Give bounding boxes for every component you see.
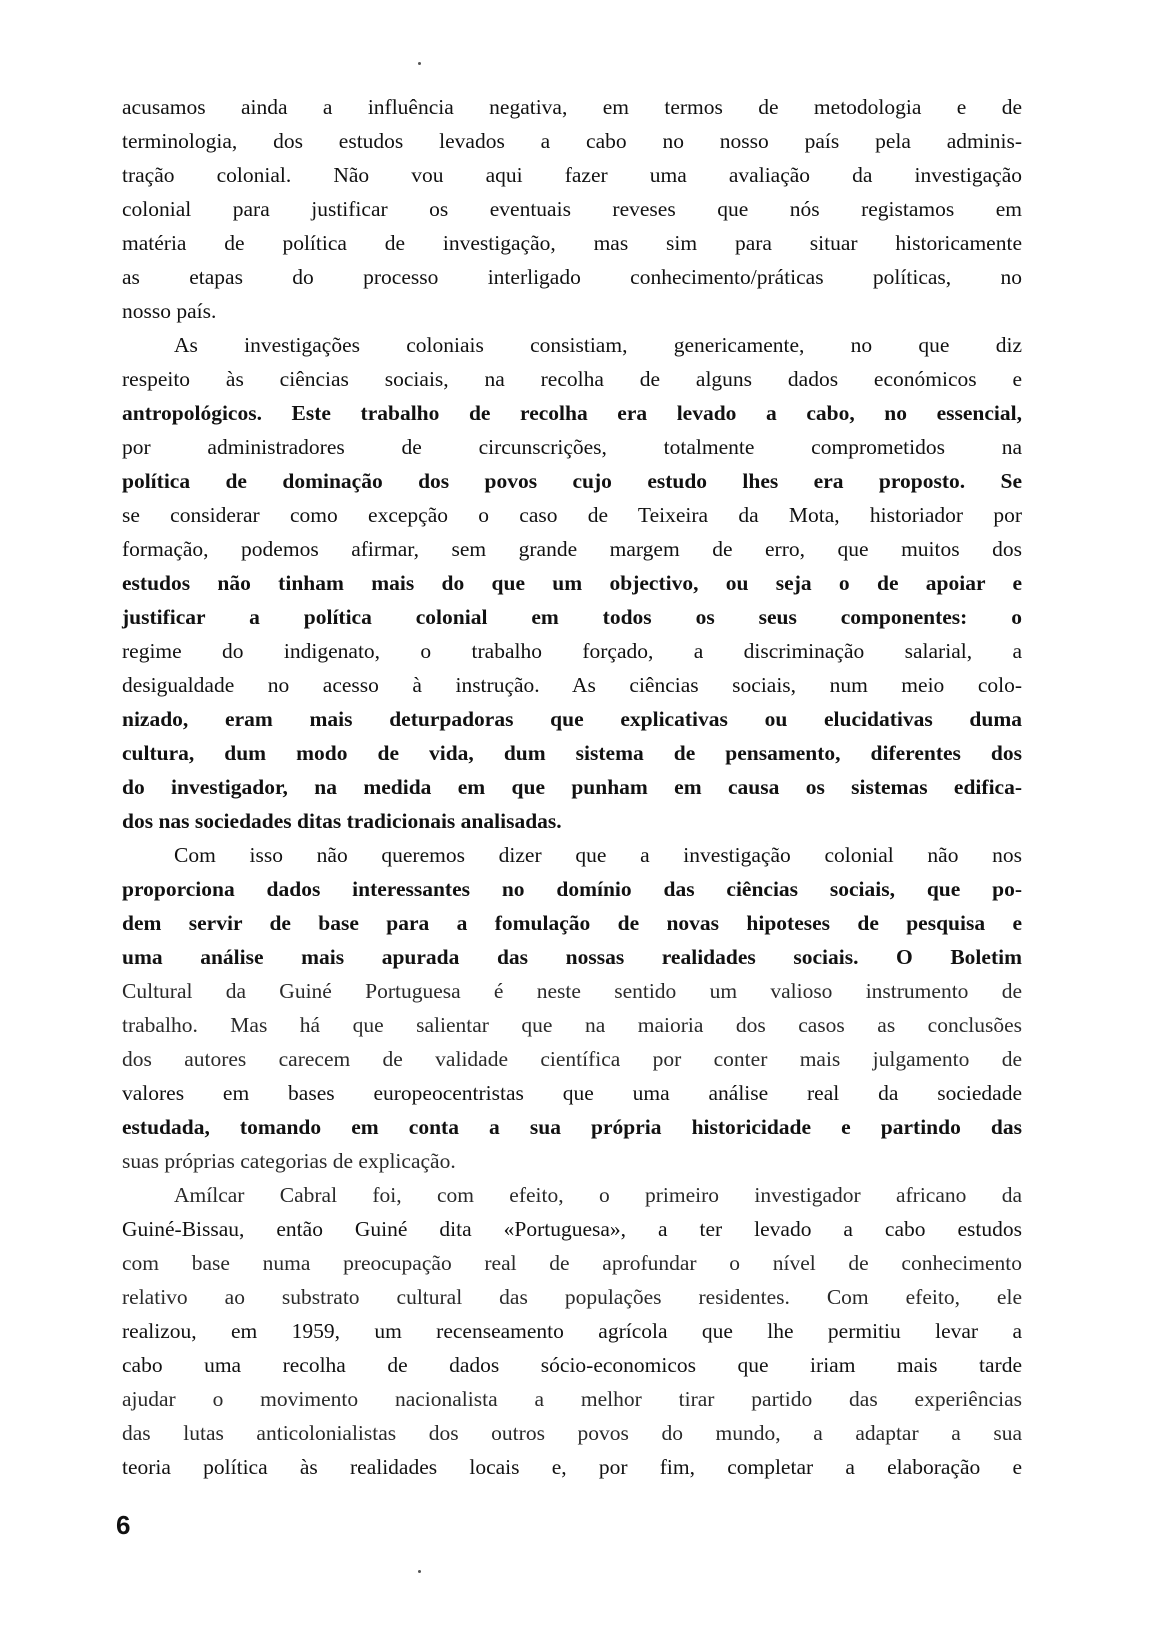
text-line: cultura, dum modo de vida, dum sistema de pensamento, diferentes dos: [122, 741, 1022, 765]
text-line: regime do indigenato, o trabalho forçado, a discriminação salarial, a: [122, 639, 1022, 663]
text-line: Cultural da Guiné Portuguesa é neste sentido um valioso instrumento de: [122, 979, 1022, 1003]
text-line: das lutas anticolonialistas dos outros povos do mundo, a adaptar a sua: [122, 1421, 1022, 1445]
text-line: proporciona dados interessantes no domínio das ciências sociais, que po-: [122, 877, 1022, 901]
text-line: Amílcar Cabral foi, com efeito, o primeiro investigador africano da: [174, 1183, 1022, 1207]
body-text: [122, 90, 1022, 1484]
text-line: teoria política às realidades locais e, por fim, completar a elaboração e: [122, 1455, 1022, 1479]
text-line: trabalho. Mas há que salientar que na maioria dos casos as conclusões: [122, 1013, 1022, 1037]
text-line: política de dominação dos povos cujo estudo lhes era proposto. Se: [122, 469, 1022, 493]
text-line: As investigações coloniais consistiam, genericamente, no que diz: [174, 333, 1022, 357]
scan-speck: [418, 1570, 421, 1573]
text-line: por administradores de circunscrições, totalmente comprometidos na: [122, 435, 1022, 459]
text-line: suas próprias categorias de explicação.: [122, 1149, 456, 1173]
text-line: dem servir de base para a fomulação de novas hipoteses de pesquisa e: [122, 911, 1022, 935]
text-line: antropológicos. Este trabalho de recolha era levado a cabo, no essencial,: [122, 401, 1022, 425]
text-line: acusamos ainda a influência negativa, em termos de metodologia e de: [122, 95, 1022, 119]
text-line: justificar a política colonial em todos os seus componentes: o: [122, 605, 1022, 629]
text-line: cabo uma recolha de dados sócio-economicos que iriam mais tarde: [122, 1353, 1022, 1377]
text-line: com base numa preocupação real de aprofundar o nível de conhecimento: [122, 1251, 1022, 1275]
text-line: as etapas do processo interligado conhecimento/práticas políticas, no: [122, 265, 1022, 289]
text-line: matéria de política de investigação, mas sim para situar historicamente: [122, 231, 1022, 255]
text-line: Com isso não queremos dizer que a investigação colonial não nos: [174, 843, 1022, 867]
text-line: uma análise mais apurada das nossas realidades sociais. O Boletim: [122, 945, 1022, 969]
page-number: 6: [116, 1510, 131, 1540]
text-line: ajudar o movimento nacionalista a melhor tirar partido das experiências: [122, 1387, 1022, 1411]
text-line: respeito às ciências sociais, na recolha de alguns dados económicos e: [122, 367, 1022, 391]
text-line: se considerar como excepção o caso de Teixeira da Mota, historiador por: [122, 503, 1022, 527]
text-line: Guiné-Bissau, então Guiné dita «Portuguesa», a ter levado a cabo estudos: [122, 1217, 1022, 1241]
text-line: formação, podemos afirmar, sem grande margem de erro, que muitos dos: [122, 537, 1022, 561]
text-line: relativo ao substrato cultural das populações residentes. Com efeito, ele: [122, 1285, 1022, 1309]
text-line: estudada, tomando em conta a sua própria historicidade e partindo das: [122, 1115, 1022, 1139]
scan-speck: [418, 62, 421, 65]
text-line: nizado, eram mais deturpadoras que explicativas ou elucidativas duma: [122, 707, 1022, 731]
text-line: terminologia, dos estudos levados a cabo no nosso país pela adminis-: [122, 129, 1022, 153]
text-line: dos nas sociedades ditas tradicionais analisadas.: [122, 809, 562, 833]
text-line: valores em bases europeocentristas que uma análise real da sociedade: [122, 1081, 1022, 1105]
text-line: realizou, em 1959, um recenseamento agrícola que lhe permitiu levar a: [122, 1319, 1022, 1343]
text-line: do investigador, na medida em que punham em causa os sistemas edifica-: [122, 775, 1022, 799]
text-line: tração colonial. Não vou aqui fazer uma avaliação da investigação: [122, 163, 1022, 187]
text-line: nosso país.: [122, 299, 217, 323]
text-line: estudos não tinham mais do que um objectivo, ou seja o de apoiar e: [122, 571, 1022, 595]
text-line: colonial para justificar os eventuais reveses que nós registamos em: [122, 197, 1022, 221]
text-line: dos autores carecem de validade científica por conter mais julgamento de: [122, 1047, 1022, 1071]
text-line: desigualdade no acesso à instrução. As ciências sociais, num meio colo-: [122, 673, 1022, 697]
